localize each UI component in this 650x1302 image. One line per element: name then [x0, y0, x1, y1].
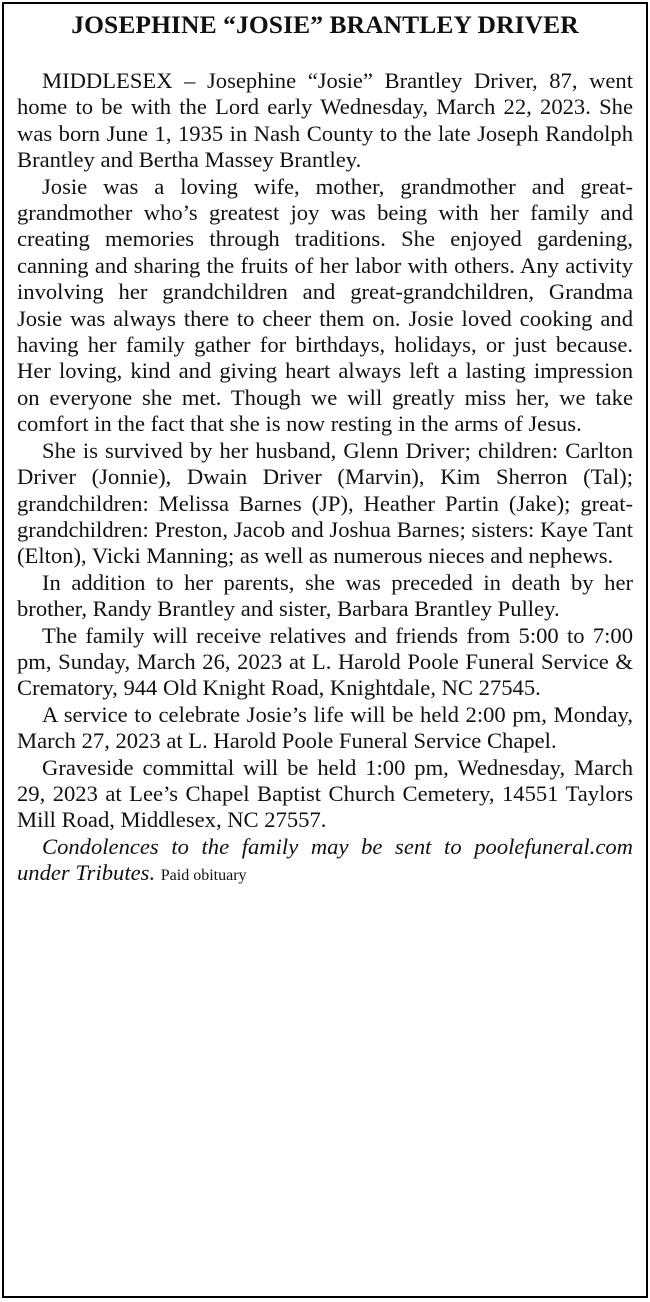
- obituary-body: [17, 68, 633, 890]
- condolences-text: Condolences to the family may be sent to poolefuneral.com under Tributes.: [17, 833, 633, 886]
- paid-obituary-tag: Paid obituary: [160, 867, 247, 885]
- paragraph-visitation: The family will receive relatives and friends from 5:00 to 7:00 pm, Sunday, March 26, 2023 at L. Harold Poole Funeral Service & Crematory, 944 Old Knight Road, Knightdale, NC 27545.: [17, 622, 633, 701]
- paragraph-survivors: She is survived by her husband, Glenn Driver; children: Carlton Driver (Jonnie), Dwain Driver (Marvin), Kim Sherron (Tal); grandchildren: Melissa Barnes (JP), Heather Partin (Jake); great-grandchildren: Preston, Jacob and Joshua Barnes; sisters: Kaye Tant (Elton), Vicki Manning; as well as numerous nieces and nephews.: [17, 437, 633, 569]
- paragraph-graveside: Graveside committal will be held 1:00 pm, Wednesday, March 29, 2023 at Lee’s Chapel Baptist Church Cemetery, 14551 Taylors Mill Road, Middlesex, NC 27557.: [17, 754, 633, 833]
- paragraph-service: A service to celebrate Josie’s life will be held 2:00 pm, Monday, March 27, 2023 at L. Harold Poole Funeral Service Chapel.: [17, 701, 633, 754]
- obituary-notice: [2, 2, 648, 1298]
- paragraph-biography: Josie was a loving wife, mother, grandmother and great-grandmother who’s greatest joy was being with her family and creating memories through traditions. She enjoyed gardening, canning and sharing the fruits of her labor with others. Any activity involving her grandchildren and great-grandchildren, Grandma Josie was always there to cheer them on. Josie loved cooking and having her family gather for birthdays, holidays, or just because. Her loving, kind and giving heart always left a lasting impression on everyone she met. Though we will greatly miss her, we take comfort in the fact that she is now resting in the arms of Jesus.: [17, 173, 633, 437]
- obituary-title: JOSEPHINE “JOSIE” BRANTLEY DRIVER: [71, 10, 579, 39]
- paragraph-announcement: MIDDLESEX – Josephine “Josie” Brantley Driver, 87, went home to be with the Lord early Wednesday, March 22, 2023. She was born June 1, 1935 in Nash County to the late Joseph Randolph Brantley and Bertha Massey Brantley.: [17, 68, 633, 173]
- paragraph-preceded: In addition to her parents, she was preceded in death by her brother, Randy Brantley and sister, Barbara Brantley Pulley.: [17, 569, 633, 622]
- paragraph-condolences: [17, 834, 633, 890]
